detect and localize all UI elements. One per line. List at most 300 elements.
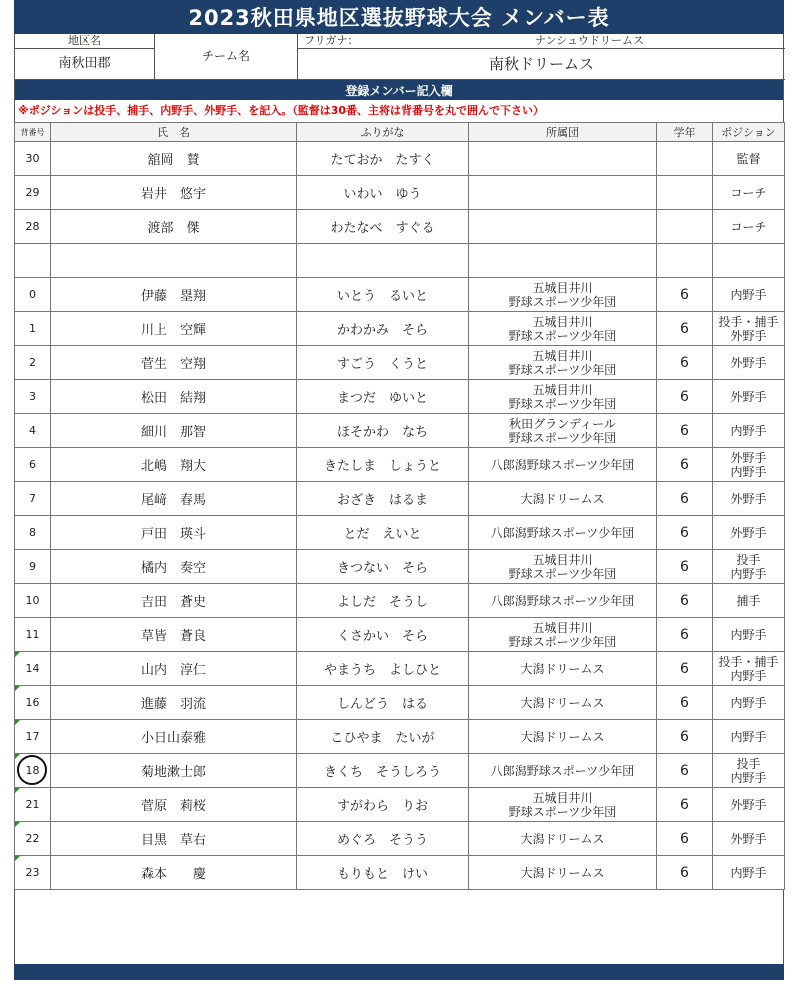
position-cell xyxy=(713,176,785,210)
number-cell-text: 7 xyxy=(29,492,36,505)
number-cell-text: 4 xyxy=(29,424,36,437)
name-cell-text: 森本 慶 xyxy=(140,867,206,882)
team-cell xyxy=(469,482,657,516)
table-row xyxy=(15,686,785,720)
name-cell xyxy=(51,142,297,176)
team-cell-text: 五城目井川 野球スポーツ少年団 xyxy=(508,620,617,649)
furigana-row xyxy=(298,34,785,49)
kana-cell xyxy=(297,754,469,788)
table-row xyxy=(15,652,785,686)
position-cell-text: 捕手 xyxy=(736,593,761,608)
position-cell-text: 内野手 xyxy=(730,287,767,302)
position-cell xyxy=(713,822,785,856)
grade-cell-text: 6 xyxy=(680,694,689,711)
position-cell-text: 外野手 xyxy=(730,389,767,404)
name-cell xyxy=(51,278,297,312)
grade-cell xyxy=(657,652,713,686)
kana-cell xyxy=(297,652,469,686)
position-cell xyxy=(713,788,785,822)
number-cell-text: 17 xyxy=(25,730,40,743)
team-cell-text: 五城目井川 野球スポーツ少年団 xyxy=(508,382,617,411)
position-cell xyxy=(713,754,785,788)
table-row xyxy=(15,142,785,176)
grade-cell-text: 6 xyxy=(680,660,689,677)
grade-cell xyxy=(657,448,713,482)
name-cell xyxy=(51,550,297,584)
kana-cell-text: わたなべ すぐる xyxy=(330,221,435,236)
empty-cell xyxy=(657,244,713,278)
table-row xyxy=(15,550,785,584)
number-cell-text: 8 xyxy=(29,526,36,539)
grade-cell-text: 6 xyxy=(680,490,689,507)
kana-cell-text: とだ えいと xyxy=(343,527,422,542)
team-cell xyxy=(469,550,657,584)
number-cell xyxy=(15,584,51,618)
grade-cell xyxy=(657,482,713,516)
cell-marker-icon xyxy=(15,754,20,759)
kana-cell xyxy=(297,176,469,210)
number-cell xyxy=(15,754,51,788)
number-cell xyxy=(15,720,51,754)
position-cell xyxy=(713,516,785,550)
name-cell-text: 細川 那智 xyxy=(140,425,206,440)
table-row xyxy=(15,312,785,346)
bottom-bar xyxy=(14,964,784,980)
kana-cell-text: ほそかわ なち xyxy=(336,425,428,440)
number-cell xyxy=(15,380,51,414)
kana-cell-text: きたしま しょうと xyxy=(323,459,441,474)
number-cell-text: 2 xyxy=(29,356,36,369)
empty-cell xyxy=(15,244,51,278)
number-cell-text: 11 xyxy=(25,628,40,641)
grade-cell-text: 6 xyxy=(680,626,689,643)
number-cell xyxy=(15,312,51,346)
number-cell-text: 22 xyxy=(25,832,40,845)
position-cell-text: 投手 内野手 xyxy=(730,756,767,785)
team-cell xyxy=(469,278,657,312)
position-cell xyxy=(713,856,785,890)
table-row xyxy=(15,210,785,244)
name-cell-text: 目黒 草右 xyxy=(140,833,206,848)
number-cell xyxy=(15,176,51,210)
team-cell xyxy=(469,788,657,822)
team-cell xyxy=(469,584,657,618)
number-cell-text: 29 xyxy=(25,186,40,199)
kana-cell-text: よしだ そうし xyxy=(336,595,428,610)
team-name-cell xyxy=(298,34,785,80)
team-cell-text: 大潟ドリームス xyxy=(520,661,605,676)
table-row xyxy=(15,176,785,210)
captain-circle-icon xyxy=(17,755,47,785)
col-grade-header: 学年 xyxy=(657,123,713,142)
number-cell xyxy=(15,448,51,482)
kana-cell xyxy=(297,822,469,856)
team-cell-text: 秋田グランディール 野球スポーツ少年団 xyxy=(508,416,617,445)
number-cell-text: 21 xyxy=(25,798,40,811)
position-cell xyxy=(713,448,785,482)
empty-cell xyxy=(51,244,297,278)
kana-cell-text: すごう くうと xyxy=(336,357,428,372)
name-cell-text: 川上 空輝 xyxy=(140,323,206,338)
instruction-note: ※ポジションは投手、捕手、内野手、外野手、を記入。（監督は30番、主将は背番号を丸で囲んで下さい） xyxy=(14,100,784,122)
name-cell xyxy=(51,380,297,414)
position-cell-text: 外野手 内野手 xyxy=(730,450,767,479)
header-row xyxy=(15,123,785,142)
name-cell-text: 菅原 莉桜 xyxy=(140,799,206,814)
kana-cell xyxy=(297,516,469,550)
col-name-header: 氏 名 xyxy=(51,123,297,142)
grade-cell-text: 6 xyxy=(680,456,689,473)
grade-cell xyxy=(657,754,713,788)
team-cell xyxy=(469,176,657,210)
grade-cell xyxy=(657,618,713,652)
name-cell-text: 吉田 蒼史 xyxy=(140,595,206,610)
grade-cell-text: 6 xyxy=(680,796,689,813)
kana-cell xyxy=(297,720,469,754)
page-title: 2023秋田県地区選抜野球大会 メンバー表 xyxy=(14,0,784,34)
name-cell-text: 北嶋 翔大 xyxy=(140,459,206,474)
empty-cell xyxy=(469,244,657,278)
number-cell xyxy=(15,550,51,584)
number-cell-text: 30 xyxy=(25,152,40,165)
kana-cell xyxy=(297,856,469,890)
registration-header: 登録メンバー記入欄 xyxy=(14,80,784,100)
team-cell-text: 五城目井川 野球スポーツ少年団 xyxy=(508,552,617,581)
grade-cell xyxy=(657,380,713,414)
kana-cell xyxy=(297,278,469,312)
col-position-header: ポジション xyxy=(713,123,785,142)
position-cell-text: 内野手 xyxy=(730,695,767,710)
name-cell-text: 菊地漱士郎 xyxy=(140,765,206,780)
position-cell-text: 内野手 xyxy=(730,423,767,438)
position-cell xyxy=(713,686,785,720)
grade-cell xyxy=(657,516,713,550)
kana-cell-text: しんどう はる xyxy=(336,697,428,712)
cell-marker-icon xyxy=(15,856,20,861)
team-cell xyxy=(469,618,657,652)
furigana-value: ナンシュウドリームス xyxy=(535,34,644,47)
kana-cell-text: もりもと けい xyxy=(336,867,428,882)
name-cell xyxy=(51,856,297,890)
position-cell xyxy=(713,210,785,244)
position-cell-text: コーチ xyxy=(730,219,767,234)
grade-cell xyxy=(657,720,713,754)
name-cell-text: 橘内 奏空 xyxy=(140,561,206,576)
kana-cell-text: すがわら りお xyxy=(336,799,428,814)
number-cell xyxy=(15,210,51,244)
grade-cell xyxy=(657,312,713,346)
name-cell xyxy=(51,176,297,210)
table-row xyxy=(15,380,785,414)
team-cell-text: 五城目井川 野球スポーツ少年団 xyxy=(508,790,617,819)
grade-cell xyxy=(657,414,713,448)
kana-cell xyxy=(297,380,469,414)
name-cell xyxy=(51,448,297,482)
kana-cell-text: いわい ゆう xyxy=(343,187,422,202)
table-row xyxy=(15,788,785,822)
team-cell-text: 八郎潟野球スポーツ少年団 xyxy=(490,763,635,778)
name-cell-text: 小日山泰雅 xyxy=(140,731,206,746)
kana-cell xyxy=(297,448,469,482)
grade-cell xyxy=(657,176,713,210)
position-cell-text: 外野手 xyxy=(730,831,767,846)
position-cell-text: 投手・捕手 内野手 xyxy=(718,654,779,683)
team-cell-text: 五城目井川 野球スポーツ少年団 xyxy=(508,314,617,343)
table-row xyxy=(15,448,785,482)
position-cell xyxy=(713,550,785,584)
position-cell-text: 監督 xyxy=(736,151,761,166)
grade-cell-text: 6 xyxy=(680,388,689,405)
kana-cell-text: こひやま たいが xyxy=(330,731,435,746)
kana-cell-text: いとう るいと xyxy=(336,289,428,304)
name-cell-text: 松田 結翔 xyxy=(140,391,206,406)
empty-row xyxy=(15,244,785,278)
position-cell-text: 外野手 xyxy=(730,525,767,540)
position-cell-text: 内野手 xyxy=(730,729,767,744)
col-number-header: 背番号 xyxy=(15,123,51,142)
position-cell-text: 内野手 xyxy=(730,627,767,642)
kana-cell xyxy=(297,210,469,244)
number-cell xyxy=(15,618,51,652)
name-cell-text: 伊藤 塁翔 xyxy=(140,289,206,304)
name-cell-text: 草皆 蒼良 xyxy=(140,629,206,644)
grade-cell-text: 6 xyxy=(680,762,689,779)
empty-cell xyxy=(297,244,469,278)
position-cell xyxy=(713,618,785,652)
position-cell-text: 外野手 xyxy=(730,491,767,506)
name-cell xyxy=(51,312,297,346)
team-cell xyxy=(469,720,657,754)
position-cell xyxy=(713,720,785,754)
name-cell xyxy=(51,482,297,516)
number-cell-text: 10 xyxy=(25,594,40,607)
table-row xyxy=(15,856,785,890)
cell-marker-icon xyxy=(15,822,20,827)
table-row xyxy=(15,482,785,516)
grade-cell xyxy=(657,278,713,312)
table-row xyxy=(15,754,785,788)
table-row xyxy=(15,516,785,550)
position-cell-text: コーチ xyxy=(730,185,767,200)
team-cell xyxy=(469,414,657,448)
team-cell-text: 大潟ドリームス xyxy=(520,831,605,846)
kana-cell xyxy=(297,788,469,822)
area-value: 南秋田郡 xyxy=(58,56,111,71)
number-cell-text: 9 xyxy=(29,560,36,573)
number-cell-text: 23 xyxy=(25,866,40,879)
number-cell-text: 28 xyxy=(25,220,40,233)
kana-cell xyxy=(297,346,469,380)
grade-cell-text: 6 xyxy=(680,592,689,609)
name-cell-text: 山内 淳仁 xyxy=(140,663,206,678)
name-cell-text: 岩井 悠宇 xyxy=(140,187,206,202)
name-cell-text: 進藤 羽流 xyxy=(140,697,206,712)
team-label-cell xyxy=(155,34,298,80)
number-cell-text: 0 xyxy=(29,288,36,301)
name-cell xyxy=(51,754,297,788)
grade-cell-text: 6 xyxy=(680,524,689,541)
position-cell xyxy=(713,312,785,346)
kana-cell-text: おざき はるま xyxy=(336,493,428,508)
name-cell xyxy=(51,822,297,856)
name-cell xyxy=(51,686,297,720)
position-cell xyxy=(713,482,785,516)
number-cell xyxy=(15,482,51,516)
team-cell-text: 五城目井川 野球スポーツ少年団 xyxy=(508,280,617,309)
team-cell xyxy=(469,210,657,244)
team-info xyxy=(14,34,784,80)
kana-cell xyxy=(297,550,469,584)
grade-cell-text: 6 xyxy=(680,422,689,439)
team-cell xyxy=(469,822,657,856)
grade-cell-text: 6 xyxy=(680,558,689,575)
team-cell-text: 大潟ドリームス xyxy=(520,865,605,880)
number-cell xyxy=(15,516,51,550)
name-cell-text: 尾﨑 春馬 xyxy=(140,493,206,508)
position-cell-text: 外野手 xyxy=(730,355,767,370)
cell-marker-icon xyxy=(15,720,20,725)
grade-cell xyxy=(657,788,713,822)
table-row xyxy=(15,278,785,312)
grade-cell xyxy=(657,210,713,244)
name-cell xyxy=(51,346,297,380)
name-cell-text: 戸田 瑛斗 xyxy=(140,527,206,542)
position-cell xyxy=(713,278,785,312)
table-row xyxy=(15,720,785,754)
name-cell-text: 菅生 空翔 xyxy=(140,357,206,372)
kana-cell xyxy=(297,482,469,516)
team-cell-text: 八郎潟野球スポーツ少年団 xyxy=(490,457,635,472)
name-cell xyxy=(51,652,297,686)
team-cell xyxy=(469,346,657,380)
kana-cell-text: めぐろ そうう xyxy=(336,833,428,848)
team-cell-text: 五城目井川 野球スポーツ少年団 xyxy=(508,348,617,377)
number-cell-text: 1 xyxy=(29,322,36,335)
number-cell xyxy=(15,788,51,822)
empty-cell xyxy=(713,244,785,278)
team-cell-text: 大潟ドリームス xyxy=(520,729,605,744)
kana-cell xyxy=(297,312,469,346)
number-cell xyxy=(15,142,51,176)
furigana-label: フリガナ： xyxy=(304,34,359,47)
position-cell xyxy=(713,380,785,414)
team-cell xyxy=(469,380,657,414)
number-cell-text: 6 xyxy=(29,458,36,471)
grade-cell xyxy=(657,142,713,176)
grade-cell xyxy=(657,550,713,584)
table-row xyxy=(15,584,785,618)
position-cell xyxy=(713,346,785,380)
kana-cell-text: やまうち よしひと xyxy=(323,663,441,678)
grade-cell-text: 6 xyxy=(680,728,689,745)
grade-cell xyxy=(657,584,713,618)
name-cell xyxy=(51,210,297,244)
grade-cell xyxy=(657,856,713,890)
name-cell xyxy=(51,516,297,550)
position-cell-text: 外野手 xyxy=(730,797,767,812)
kana-cell-text: たておか たすく xyxy=(330,153,435,168)
name-cell xyxy=(51,618,297,652)
team-cell-text: 大潟ドリームス xyxy=(520,491,605,506)
cell-marker-icon xyxy=(15,788,20,793)
position-cell xyxy=(713,652,785,686)
number-cell xyxy=(15,652,51,686)
position-cell-text: 投手 内野手 xyxy=(730,552,767,581)
kana-cell-text: かわかみ そら xyxy=(336,323,428,338)
name-cell xyxy=(51,584,297,618)
number-cell xyxy=(15,278,51,312)
team-name-value: 南秋ドリームス xyxy=(488,55,594,73)
table-row xyxy=(15,618,785,652)
number-cell xyxy=(15,856,51,890)
team-cell-text: 大潟ドリームス xyxy=(520,695,605,710)
name-cell-text: 舘岡 賛 xyxy=(147,153,200,168)
number-cell xyxy=(15,686,51,720)
name-cell xyxy=(51,414,297,448)
name-cell-text: 渡部 傑 xyxy=(147,221,200,236)
cell-marker-icon xyxy=(15,652,20,657)
kana-cell xyxy=(297,414,469,448)
team-cell xyxy=(469,754,657,788)
col-kana-header: ふりがな xyxy=(297,123,469,142)
number-cell xyxy=(15,822,51,856)
position-cell-text: 内野手 xyxy=(730,865,767,880)
grade-cell-text: 6 xyxy=(680,864,689,881)
position-cell-text: 投手・捕手 外野手 xyxy=(718,314,779,343)
position-cell xyxy=(713,584,785,618)
team-cell-text: 八郎潟野球スポーツ少年団 xyxy=(490,525,635,540)
team-cell xyxy=(469,516,657,550)
team-label: チーム名 xyxy=(201,49,250,63)
area-cell xyxy=(15,34,155,80)
table-row xyxy=(15,346,785,380)
number-cell-text: 3 xyxy=(29,390,36,403)
grade-cell xyxy=(657,686,713,720)
area-label: 地区名 xyxy=(15,34,154,49)
position-cell xyxy=(713,414,785,448)
grade-cell-text: 6 xyxy=(680,320,689,337)
member-rows xyxy=(15,142,785,890)
team-cell-text: 八郎潟野球スポーツ少年団 xyxy=(490,593,635,608)
kana-cell xyxy=(297,686,469,720)
team-cell xyxy=(469,142,657,176)
kana-cell xyxy=(297,618,469,652)
number-cell xyxy=(15,414,51,448)
grade-cell-text: 6 xyxy=(680,286,689,303)
position-cell xyxy=(713,142,785,176)
kana-cell xyxy=(297,142,469,176)
grade-cell xyxy=(657,346,713,380)
kana-cell-text: くさかい そら xyxy=(336,629,428,644)
grade-cell-text: 6 xyxy=(680,354,689,371)
grade-cell-text: 6 xyxy=(680,830,689,847)
number-cell xyxy=(15,346,51,380)
blank-area xyxy=(14,890,784,964)
kana-cell-text: まつだ ゆいと xyxy=(336,391,428,406)
team-cell xyxy=(469,856,657,890)
grade-cell xyxy=(657,822,713,856)
member-table xyxy=(14,122,785,890)
team-cell xyxy=(469,686,657,720)
team-cell xyxy=(469,312,657,346)
kana-cell xyxy=(297,584,469,618)
table-row xyxy=(15,414,785,448)
kana-cell-text: きくち そうしろう xyxy=(323,765,441,780)
team-cell xyxy=(469,448,657,482)
team-cell xyxy=(469,652,657,686)
number-cell-text: 18 xyxy=(25,764,40,777)
col-team-header: 所属団 xyxy=(469,123,657,142)
